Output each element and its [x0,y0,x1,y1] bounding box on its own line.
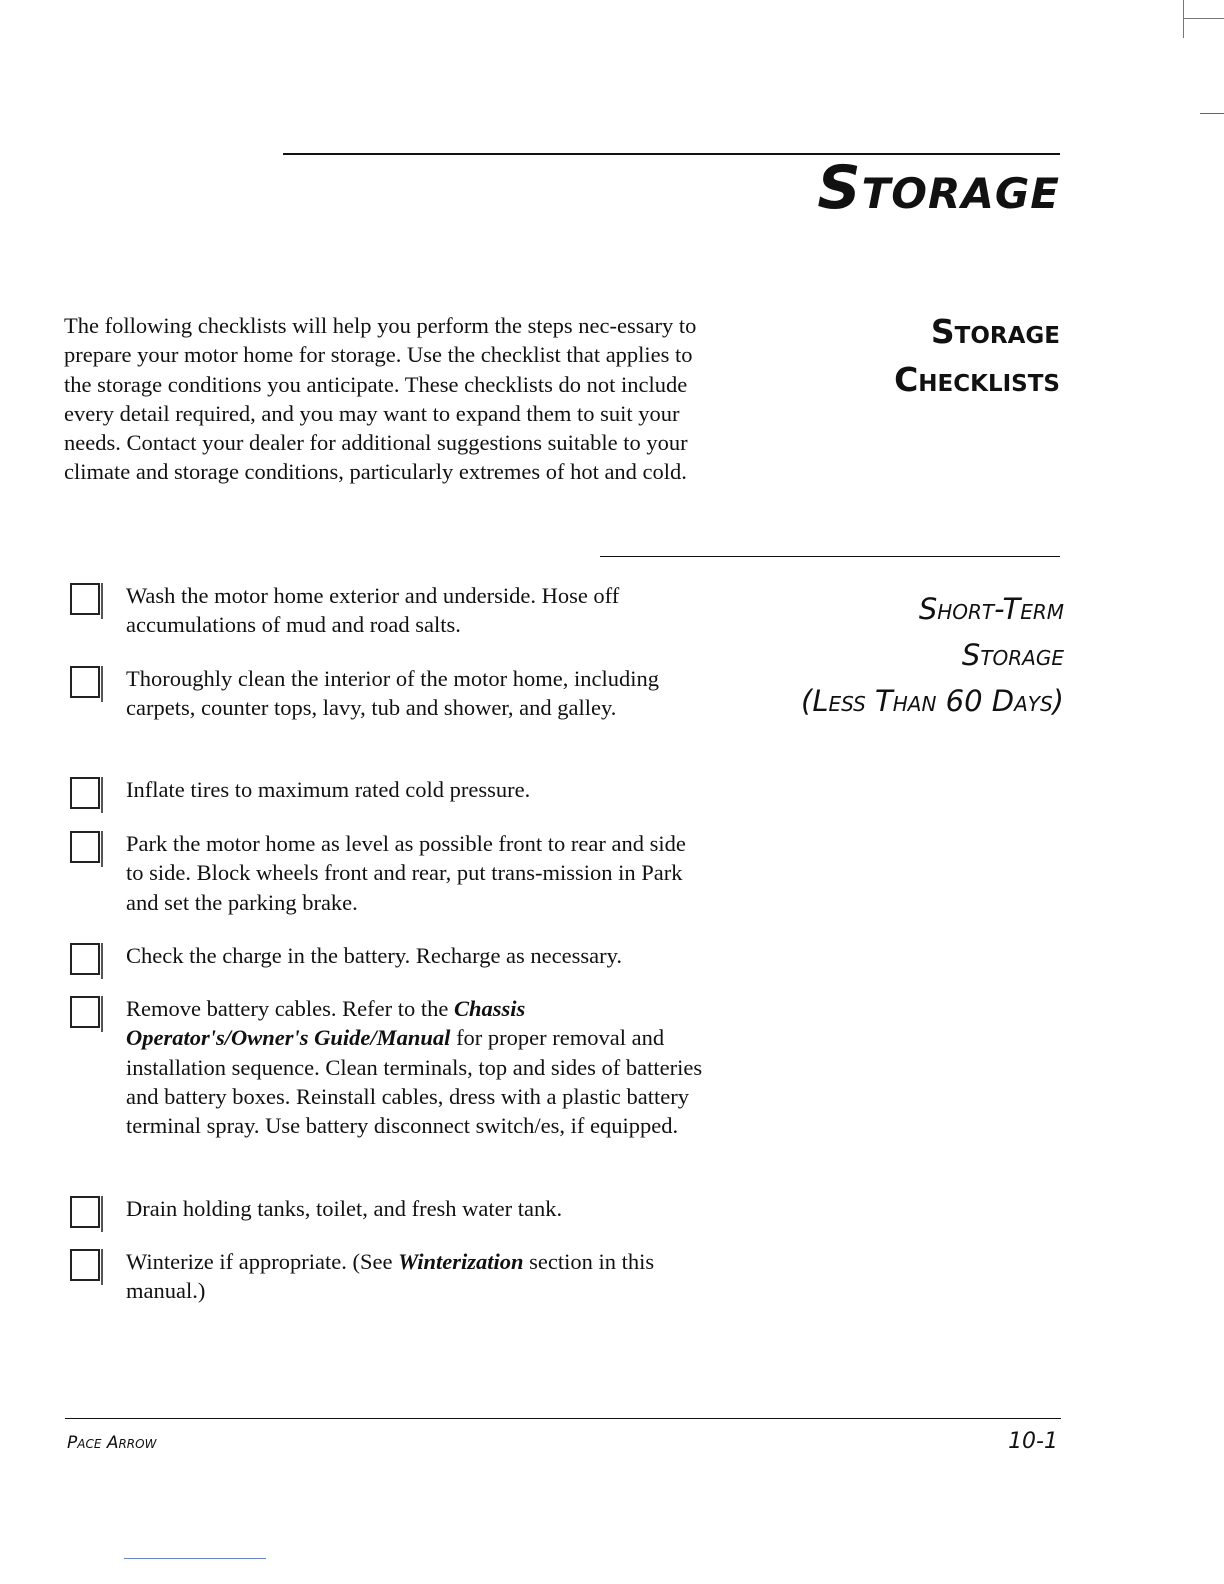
section-heading [894,308,1060,404]
intro-paragraph: The following checklists will help you perform the steps nec-essary to prepare your motor home for storage. Use the checklist that applies to the storage conditions you anticipate. These checklists do not include every detail required, and you may want to expand them to suit your needs. Contact your dealer for additional suggestions suitable to your climate and storage conditions, particularly extremes of hot and cold. [64,313,697,485]
checklist-item-text-part: Winterize if appropriate. (See [126,1249,399,1274]
checklist-item-text: Park the motor home as level as possible front to rear and side to side. Block wheels front and rear, put trans-mission in Park and set the parking brake. [126,831,686,915]
checklist-item-text: Check the charge in the battery. Recharge as necessary. [126,943,623,968]
checklist-item-text [126,1247,706,1306]
footer-product-name: Pace Arrow [67,1433,157,1453]
checkbox[interactable] [70,943,100,975]
section-heading-line: Storage [930,312,1060,351]
subsection-heading-line: Short-Term [918,592,1064,626]
checkbox[interactable] [70,583,100,615]
subsection-heading [801,586,1064,724]
checkbox[interactable] [70,666,100,698]
checklist-item-text: Inflate tires to maximum rated cold pressure. [126,777,531,802]
section-reference: Winterization [398,1249,524,1274]
scan-artifact-line [124,1558,266,1559]
checklist-item-text-part: section in this manual.) [126,1249,655,1304]
subsection-heading-line: (Less Than 60 Days) [801,684,1064,718]
manual-reference: Chassis Operator's/Owner's Guide/Manual [126,996,526,1051]
section-heading-line: Checklists [894,360,1060,399]
page-number: 10-1 [1008,1429,1058,1454]
section-rule [600,556,1060,557]
chapter-title: Storage [817,153,1060,223]
checklist-item-text: Drain holding tanks, toilet, and fresh water tank. [126,1196,563,1221]
checkbox[interactable] [70,777,100,809]
scan-edge-mark [1200,113,1224,114]
subsection-heading-line: Storage [961,638,1064,672]
checklist-item-text: Wash the motor home exterior and underside. Hose off accumulations of mud and road salts. [126,583,620,638]
checklist-item-text-part: Remove battery cables. Refer to the [126,996,454,1021]
checkbox[interactable] [70,1249,100,1281]
footer-rule [65,1418,1061,1419]
checkbox[interactable] [70,1196,100,1228]
scan-corner-mark [1183,0,1224,38]
checkbox[interactable] [70,831,100,863]
checkbox[interactable] [70,996,100,1028]
checklist-item-text-part: for proper removal and installation sequence. Clean terminals, top and sides of batteries and battery boxes. Reinstall cables, dress with a plastic battery terminal spray. Use battery disconnect switch/es, if equipped. [126,1025,703,1139]
checklist-item-text: Thoroughly clean the interior of the motor home, including carpets, counter tops, lavy, tub and shower, and galley. [126,666,659,721]
checklist-item-text [126,994,706,1140]
